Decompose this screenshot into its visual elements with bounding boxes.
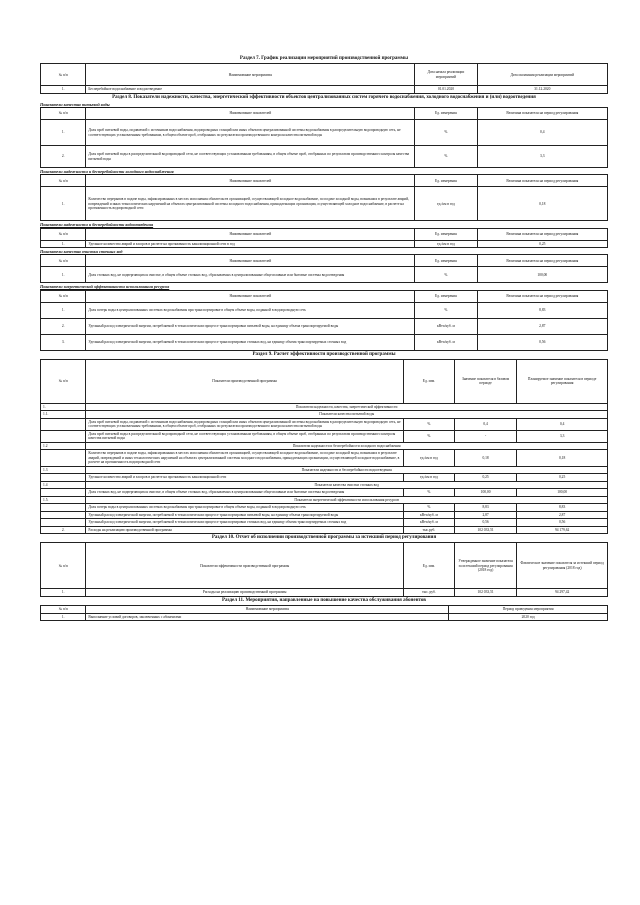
planned-value: 0,56	[517, 519, 608, 526]
header-cell: № п/п	[41, 175, 86, 187]
unit: ед./км в год	[403, 474, 454, 481]
table-row	[41, 519, 608, 526]
planned-value: 2,87	[517, 511, 608, 518]
planned-value: 3,3	[517, 430, 608, 442]
table-row	[41, 240, 608, 247]
table-header-row	[41, 290, 608, 302]
water-quality-table	[40, 107, 608, 168]
sewerage-reliability-table	[40, 228, 608, 248]
unit: %	[415, 267, 477, 283]
header-cell: Величина показателя на период регулирования	[477, 175, 607, 187]
planned-value: 0,4	[517, 418, 608, 430]
value: 3,3	[477, 146, 607, 168]
group-row	[41, 466, 608, 473]
table-header-row	[41, 543, 608, 589]
header-cell: Ед. изм.	[403, 543, 454, 589]
table-row	[41, 511, 608, 518]
indicator-name: Расходы на реализацию производственной программы	[86, 526, 404, 533]
base-value: 0,56	[454, 519, 516, 526]
group-title: Показатели надежности и бесперебойности холодного водоснабжения	[86, 442, 608, 449]
value: 2,87	[477, 318, 607, 334]
row-number	[41, 430, 86, 442]
section-11-title: Раздел 11. Мероприятия, направленные на повышение качества обслуживания абонентов	[222, 597, 426, 603]
header-cell: № п/п	[41, 108, 86, 120]
header-cell: Ед. измерения	[415, 175, 477, 187]
header-cell: Величина показателя на период регулирования	[477, 290, 607, 302]
section-11-table	[40, 605, 608, 621]
header-cell: № п/п	[41, 64, 86, 86]
subsection-title: Показатели качества питьевой воды	[40, 101, 110, 107]
subsection-title: Показатели качества очистки сточных вод	[40, 249, 123, 255]
row-number: 1.5.	[41, 496, 86, 503]
row-number: 1.	[41, 589, 86, 596]
planned-value: 100,00	[517, 489, 608, 496]
indicator-name: Доля потерь воды в централизованных системах водоснабжения при транспортировке в общем объеме воды, поданной в водопроводную сеть	[86, 302, 415, 318]
row-number: 1.	[41, 187, 86, 221]
header-cell: Ед. изм.	[403, 359, 454, 403]
table-row	[41, 334, 608, 350]
planned-value: 94 179,62	[517, 526, 608, 533]
header-cell: Период проведения мероприятия	[449, 606, 608, 613]
table-row	[41, 86, 608, 93]
header-cell: Показатели эффективности производственной программы	[86, 543, 404, 589]
indicator-name: Расходы на реализацию производственной программы	[86, 589, 404, 596]
header-cell: Планируемое значение показателя в периоде регулирования	[517, 359, 608, 403]
indicator-name: Удельное количество аварий и засоров в расчете на протяженность канализационной сети в год	[86, 240, 415, 247]
subsection-title: Показатели надежности и бесперебойности водоотведения	[40, 222, 154, 228]
cold-water-reliability-table	[40, 174, 608, 221]
section-7-table	[40, 63, 608, 93]
table-row	[41, 120, 608, 146]
planned-value: 0,25	[517, 474, 608, 481]
indicator-name: Удельное количество аварий и засоров в расчете на протяженность канализационной сети	[86, 474, 404, 481]
unit: %	[403, 504, 454, 511]
row-number: 1.	[41, 267, 86, 283]
table-row	[41, 418, 608, 430]
base-value: -	[454, 430, 516, 442]
wastewater-quality-table	[40, 254, 608, 283]
actual-value: 94 297,42	[517, 589, 608, 596]
header-cell: № п/п	[41, 359, 86, 403]
section-9-title: Раздел 9. Расчет эффективности производственной программы	[252, 351, 396, 357]
table-header-row	[41, 108, 608, 120]
group-row	[41, 481, 608, 488]
table-row	[41, 302, 608, 318]
table-row	[41, 267, 608, 283]
header-cell: Ед. измерения	[415, 290, 477, 302]
activity-name: Бесперебойное водоснабжение и водоотведение	[86, 86, 415, 93]
table-row	[41, 450, 608, 466]
header-cell: Величина показателя на период регулирования	[477, 108, 607, 120]
subsection-title: Показатели энергетической эффективности использования ресурсов	[40, 284, 170, 290]
header-cell: Ед. измерения	[415, 108, 477, 120]
group-title: Показатели надежности и бесперебойности водоотведения	[86, 466, 608, 473]
unit: %	[415, 146, 477, 168]
value: 8,83	[477, 302, 607, 318]
value: 0,18	[477, 187, 607, 221]
header-cell: Значение показателя в базовом периоде	[454, 359, 516, 403]
unit: кВтч/куб. м	[415, 318, 477, 334]
approved-value: 102 033,51	[454, 589, 516, 596]
table-row	[41, 474, 608, 481]
planned-value: 0,18	[517, 450, 608, 466]
header-cell: Наименование показателей	[86, 228, 415, 240]
section-8-title: Раздел 8. Показатели надежности, качества, энергетической эффективности объектов централизованных систем горячего водоснабжения, холодного водоснабжения и (или) водоотведения	[112, 94, 536, 100]
header-cell: Ед. измерения	[415, 228, 477, 240]
row-number: 1.	[41, 403, 86, 410]
header-cell: Величина показателя на период регулирования	[477, 255, 607, 267]
row-number: 3.	[41, 334, 86, 350]
header-cell: Наименование показателей	[86, 108, 415, 120]
value: 0,4	[477, 120, 607, 146]
table-row	[41, 526, 608, 533]
group-title: Показатели энергетической эффективности использования ресурсов	[86, 496, 608, 503]
row-number	[41, 450, 86, 466]
row-number: 1.	[41, 86, 86, 93]
header-cell: Наименование показателей	[86, 290, 415, 302]
section-9-table	[40, 359, 608, 534]
base-value: 2,87	[454, 511, 516, 518]
planned-value: 8,83	[517, 504, 608, 511]
row-number: 1.1.	[41, 411, 86, 418]
section-10-title: Раздел 10. Отчет об исполнении производственной программы за истекший период регулирования	[211, 535, 437, 541]
unit: %	[403, 489, 454, 496]
base-value: 0,25	[454, 474, 516, 481]
row-number: 2.	[41, 146, 86, 168]
table-row	[41, 430, 608, 442]
header-cell: Показатели производственной программы	[86, 359, 404, 403]
row-number: 1.4	[41, 481, 86, 488]
header-cell: Фактическое значение показателя за истекший период регулирования (2018 год)	[517, 543, 608, 589]
indicator-name: Доля сточных вод, не подвергающихся очистке, в общем объеме сточных вод, сбрасываемых в централизованные общесплавные или бытовые системы водоотведения	[86, 489, 404, 496]
header-cell: № п/п	[41, 290, 86, 302]
unit: тыс.руб.	[403, 526, 454, 533]
table-header-row	[41, 359, 608, 403]
value: 0,56	[477, 334, 607, 350]
group-row	[41, 403, 608, 410]
unit: ед./км в год	[403, 450, 454, 466]
row-number	[41, 474, 86, 481]
energy-efficiency-table	[40, 290, 608, 351]
subsection-title: Показатели надежности и бесперебойности холодного водоснабжения	[40, 169, 174, 175]
indicator-name: Количество перерывов в подаче воды, зафиксированных в местах исполнения обязательств организацией, осуществляющей холодное водоснабжение, по подаче холодной воды, возникших в результате аварий, повреждений и иных технологических нарушений на объектах централизованной системы холодного водоснабжения, принадлежащих организации, осуществляющей холодное водоснабжение, в расчете на протяженность водопроводной сети	[86, 450, 404, 466]
indicator-name: Доля проб питьевой воды в распределительной водопроводной сети, не соответствующих установленным требованиям, в общем объеме проб, отобранных по результатам производственного контроля качества питьевой воды	[86, 430, 404, 442]
row-number: 2.	[41, 526, 86, 533]
table-row	[41, 504, 608, 511]
header-cell: № п/п	[41, 606, 86, 613]
table-row	[41, 589, 608, 596]
base-value: 100,00	[454, 489, 516, 496]
header-cell: Утвержденное значение показателя за истекший период регулирования (2018 год)	[454, 543, 516, 589]
header-cell: № п/п	[41, 543, 86, 589]
document-page	[40, 55, 608, 621]
indicator-name: Удельный расход электрической энергии, потребляемой в технологическом процессе транспортировки питьевой воды, на единицу объема транспортируемой воды	[86, 511, 404, 518]
group-row	[41, 496, 608, 503]
group-row	[41, 442, 608, 449]
indicator-name: Доля проб питьевой воды, подаваемой с источников водоснабжения, водопроводных станций или иных объектов централизованной системы водоснабжения в распределительную водопроводную сеть, не соответствующих установленным требованиям, в общем объеме проб, отобранных по результатам производственного контроля качества питьевой воды	[86, 120, 415, 146]
group-row	[41, 411, 608, 418]
section-10-table	[40, 542, 608, 596]
group-title: Показатели качества питьевой воды	[86, 411, 608, 418]
header-cell: Ед. измерения	[415, 255, 477, 267]
indicator-name: Доля сточных вод, не подвергающихся очистке, в общем объеме сточных вод, сбрасываемых в централизованные общесплавные или бытовые системы водоотведения	[86, 267, 415, 283]
row-number	[41, 418, 86, 430]
table-header-row	[41, 606, 608, 613]
indicator-name: Количество перерывов в подаче воды, зафиксированных в местах исполнения обязательств организацией, осуществляющей холодное водоснабжение, по подаче холодной воды, возникших в результате аварий, повреждений и иных технологических нарушений на объектах централизованной системы холодного водоснабжения, принадлежащих организации, осуществляющей холодное водоснабжение, в расчете на протяженность водопроводной сети	[86, 187, 415, 221]
row-number	[41, 519, 86, 526]
unit: %	[403, 430, 454, 442]
header-cell: Наименование показателей	[86, 255, 415, 267]
base-value: 8,83	[454, 504, 516, 511]
header-cell: Наименование показателей	[86, 175, 415, 187]
row-number	[41, 511, 86, 518]
table-header-row	[41, 228, 608, 240]
row-number: 1.	[41, 120, 86, 146]
base-value: 102 033,51	[454, 526, 516, 533]
base-value: 0,18	[454, 450, 516, 466]
row-number	[41, 489, 86, 496]
unit: кВтч/куб. м	[415, 334, 477, 350]
unit: %	[415, 302, 477, 318]
indicator-name: Доля проб питьевой воды, подаваемой с источников водоснабжения, водопроводных станций или иных объектов централизованной системы водоснабжения в распределительную водопроводную сеть, не соответствующих установленным требованиям, в общем объеме проб, отобранных по результатам производственного контроля качества питьевой воды	[86, 418, 404, 430]
section-7-title: Раздел 7. График реализации мероприятий производственной программы	[239, 56, 409, 61]
table-header-row	[41, 175, 608, 187]
row-number: 1.	[41, 240, 86, 247]
unit: кВтч/куб. м	[403, 511, 454, 518]
unit: %	[415, 120, 477, 146]
row-number: 1.	[41, 302, 86, 318]
row-number: 1.3	[41, 466, 86, 473]
indicator-name: Удельный расход электрической энергии, потребляемой в технологическом процессе транспортировки сточных вод, на единицу объема транспортируемых сточных вод	[86, 334, 415, 350]
base-value: 0,4	[454, 418, 516, 430]
indicator-name: Удельный расход электрической энергии, потребляемой в технологическом процессе транспортировки питьевой воды, на единицу объема транспортируемой воды	[86, 318, 415, 334]
header-cell: Наименование мероприятия	[86, 606, 449, 613]
table-header-row	[41, 64, 608, 86]
group-title: Показатели качества очистки сточных вод	[86, 481, 608, 488]
section-9-body	[41, 403, 608, 533]
unit: %	[403, 418, 454, 430]
period: 2020 год	[449, 613, 608, 620]
header-cell: Дата окончания реализации мероприятий	[477, 64, 607, 86]
table-header-row	[41, 255, 608, 267]
unit: тыс. руб.	[403, 589, 454, 596]
activity-name: Выполнение условий договоров, заключенных с абонентами	[86, 613, 449, 620]
header-cell: Дата начала реализации мероприятий	[415, 64, 477, 86]
end-date: 31.12.2020	[477, 86, 607, 93]
row-number: 1.	[41, 613, 86, 620]
table-row	[41, 146, 608, 168]
header-cell: № п/п	[41, 228, 86, 240]
table-row	[41, 318, 608, 334]
group-title: Показатели надежности, качества, энергетической эффективности	[86, 403, 608, 410]
row-number: 1.2	[41, 442, 86, 449]
unit: кВтч/куб. м	[403, 519, 454, 526]
unit: ед./км в год	[415, 187, 477, 221]
table-row	[41, 489, 608, 496]
indicator-name: Доля потерь воды в централизованных системах водоснабжения при транспортировке в общем объеме воды, поданной в водопроводную сеть	[86, 504, 404, 511]
start-date: 01.01.2020	[415, 86, 477, 93]
indicator-name: Удельный расход электрической энергии, потребляемой в технологическом процессе транспортировки сточных вод, на единицу объема транспортируемых сточных вод	[86, 519, 404, 526]
value: 0,25	[477, 240, 607, 247]
table-row	[41, 187, 608, 221]
header-cell: № п/п	[41, 255, 86, 267]
header-cell: Наименование мероприятия	[86, 64, 415, 86]
unit: ед./км в год	[415, 240, 477, 247]
row-number	[41, 504, 86, 511]
table-row	[41, 613, 608, 620]
value: 100,00	[477, 267, 607, 283]
indicator-name: Доля проб питьевой воды в распределительной водопроводной сети, не соответствующих установленным требованиям, в общем объеме проб, отобранных по результатам производственного контроля качества питьевой воды	[86, 146, 415, 168]
row-number: 2.	[41, 318, 86, 334]
header-cell: Величина показателя на период регулирования	[477, 228, 607, 240]
